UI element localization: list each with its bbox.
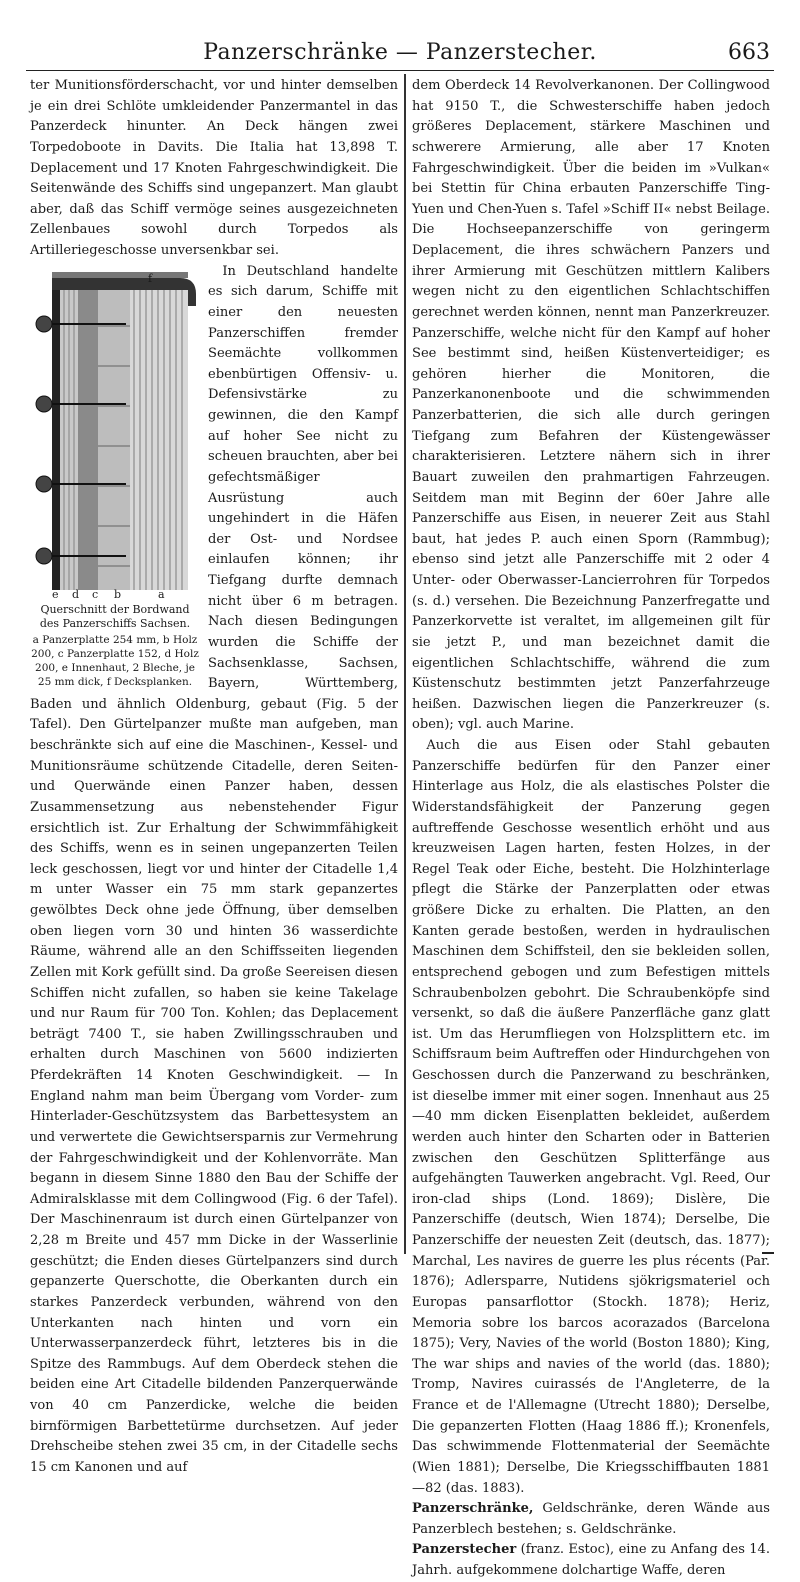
figure-label: b xyxy=(114,587,122,601)
paragraph: dem Oberdeck 14 Revolverkanonen. Der Collingwood hat 9150 T., die Schwesterschiffe haben jedoch größeres Deplacement, stärkere Maschinen und schwerere Armierung, alle aber 17 Knoten Fahrgeschwindigkeit. Über die beiden im »Vulkan« bei Stettin für China erbauten Panzerschiffe Ting-Yuen und Chen-Yuen s. Tafel »Schiff II« nebst Beilage. Die Hochseepanzerschiffe von geringerm Deplacement, die ihres schwächern Panzers und ihrer Armierung mit Geschützen mittlern Kalibers wegen nicht zu den eigentlichen Schlachtschiffen gerechnet werden können, nennt man Panzerkreuzer. Panzerschiffe, welche nicht für den Kampf auf hoher See bestimmt sind, heißen Küstenverteidiger; es gehören hierher die Monitoren, die Panzerkanonenboote und die schwimmenden Panzerbatterien, die sich alle durch geringen Tiefgang zum Befahren der Küstengewässer charakterisieren. Letztere nähern sich in ihrer Bauart zuweilen den prahmartigen Fahrzeugen. Seitdem man mit Beginn der 60er Jahre alle Panzerschiffe aus Eisen, in neuerer Zeit aus Stahl baut, hat jedes P. auch einen Sporn (Rammbug); ebenso sind jetzt alle Panzerschiffe mit 2 oder 4 Unter- oder Oberwasser-Lancierrohren für Torpedos (s. d.) versehen. Die Bezeichnung Panzerfregatte und Panzerkorvette ist veraltet, im allgemeinen gilt für sie jetzt P., und man bezeichnet damit die eigentlichen Schlachtschiffe, während die zum Küstenschutz bestimmten jetzt Panzerfahrzeuge heißen. Dazwischen liegen die Panzerkreuzer (s. oben); vgl. auch Marine. xyxy=(412,78,770,733)
figure-legend: a Panzerplatte 254 mm, b Holz 200, c Panzerplatte 152, d Holz 200, e Innenhaut, 2 Bleche, je 25 mm dick, f Decksplanken. xyxy=(31,633,199,688)
page-end-mark xyxy=(762,1252,774,1254)
figure-label: f xyxy=(148,271,153,285)
hull-section-illustration xyxy=(30,266,200,601)
column-divider xyxy=(404,74,406,1254)
dictionary-entry xyxy=(412,1499,770,1540)
entry-headword: Panzerstecher xyxy=(412,1542,517,1558)
figure-label: a xyxy=(158,587,165,601)
right-column xyxy=(412,76,770,1582)
page-number: 663 xyxy=(728,40,770,65)
figure-label: e xyxy=(52,587,59,601)
paragraph: ter Munitionsförderschacht, vor und hinter demselben je ein drei Schlöte umkleidender Panzermantel in das Panzerdeck hinunter. An Deck hängen zwei Torpedoboote in Davits. Die Italia hat 13,898 T. Deplacement und 17 Knoten Fahrgeschwindigkeit. Die Seitenwände des Schiffs sind ungepanzert. Man glaubt aber, daß das Schiff vermöge seines ausgezeichneten Zellenbaues sowohl durch Torpedos als Artilleriegeschosse unversenkbar sei. xyxy=(30,78,398,258)
paragraph: Auch die aus Eisen oder Stahl gebauten Panzerschiffe bedürfen für den Panzer einer Hinterlage aus Holz, die als elastisches Polster die Widerstandsfähigkeit der Panzerung gegen auftreffende Geschosse wesentlich erhöht und aus kreuzweisen Lagen harten, festen Holzes, in der Regel Teak oder Eiche, besteht. Die Holzhinterlage pflegt die Stärke der Panzerplatten oder etwas größere Dicke zu erhalten. Die Platten, an den Kanten gerade bestoßen, werden in hydraulischen Maschinen dem Schiffsteil, den sie bekleiden sollen, entsprechend gebogen und zum Befestigen mittels Schraubenbolzen gebohrt. Die Schraubenköpfe sind versenkt, so daß die äußere Panzerfläche ganz glatt ist. Um das Herumfliegen von Holzsplittern etc. im Schiffsraum beim Auftreffen oder Hindurchgehen von Geschossen durch die Panzerwand zu beschränken, ist dieselbe immer mit einer sogen. Innenhaut aus 25—40 mm dicken Eisenplatten bekleidet, außerdem werden auch hinter den Scharten oder in Batterien zwischen den Geschützen Splitterfänge aus aufgehängten Tauwerken angebracht. Vgl. Reed, Our iron-clad ships (Lond. 1869); Dislère, Die Panzerschiffe (deutsch, Wien 1874); Derselbe, Die Panzerschiffe der neuesten Zeit (deutsch, das. 1877); Marchal, Les navires de guerre les plus récents (Par. 1876); Adlersparre, Nutidens sjökrigsmateriel och Europas pansarflottor (Stockh. 1878); Heriz, Memoria sobre los barcos acorazados (Barcelona 1875); Very, Navies of the world (Boston 1880); King, The war ships and navies of the world (das. 1880); Tromp, Navires cuirassés de l'Angleterre, de la France et de l'Allemagne (Utrecht 1880); Derselbe, Die gepanzerten Flotten (Haag 1886 ff.); Kronenfels, Das schwimmende Flottenmaterial der Seemächte (Wien 1881); Derselbe, Die Kriegsschiffbauten 1881—82 (das. 1883). xyxy=(412,738,770,1496)
figure-hull-cross-section xyxy=(30,266,200,689)
figure-label: d xyxy=(72,587,80,601)
page-header xyxy=(26,36,774,71)
running-title: Panzerschränke — Panzerstecher. xyxy=(203,40,597,65)
figure-label: c xyxy=(92,587,99,601)
figure-caption: Querschnitt der Bordwand des Panzerschiffs Sachsen. xyxy=(39,602,191,630)
entry-text: Geldschränke, deren Wände aus Panzerblech bestehen; s. Geldschränke. xyxy=(412,1501,770,1537)
paragraph: In Deutschland handelte es sich darum, Schiffe mit einer den neuesten Panzerschiffen fremder Seemächte vollkommen ebenbürtigen Offensiv- u. Defensivstärke zu gewinnen, die den Kampf auf hoher See nicht zu scheuen brauchten, aber bei gefechtsmäßiger Ausrüstung auch ungehindert in die Häfen der Ost- und Nordsee einlaufen können; ihr Tiefgang durfte demnach nicht über 6 m betragen. Nach diesen Bedingungen wurden die Schiffe der Sachsenklasse, Sachsen, Bayern, Württemberg, Baden und ähnlich Oldenburg, gebaut (Fig. 5 der Tafel). Den Gürtelpanzer mußte man aufgeben, man beschränkte sich auf eine die Maschinen-, Kessel- und Munitionsräume schützende Citadelle, deren Seiten- und Querwände einen Panzer haben, dessen Zusammensetzung aus nebenstehender Figur ersichtlich ist. Zur Erhaltung der Schwimmfähigkeit des Schiffs, wenn es in seinen ungepanzerten Teilen leck geschossen, liegt vor und hinter der Citadelle 1,4 m unter Wasser ein 75 mm stark gepanzertes gewölbtes Deck ohne jede Öffnung, über demselben oben liegen vorn 30 und hinten 36 wasserdichte Räume, während alle an den Schiffsseiten liegenden Zellen mit Kork gefüllt sind. Da große Seereisen diesen Schiffen nicht zufallen, so haben sie keine Takelage und nur Raum für 700 Ton. Kohlen; das Deplacement beträgt 7400 T., sie haben Zwillingsschrauben und erhalten durch Maschinen von 5600 indizierten Pferdekräften 14 Knoten Geschwindigkeit. — In England nahm man beim Übergang vom Vorder- zum Hinterlader-Geschützsystem das Barbettesystem an und verwertete die Gewichtsersparnis zur Vermehrung der Fahrgeschwindigkeit und der Kohlenvorräte. Man begann in diesem Sinne 1880 den Bau der Schiffe der Admiralsklasse mit dem Collingwood (Fig. 6 der Tafel). Der Maschinenraum ist durch einen Gürtelpanzer von 2,28 m Breite und 457 mm Dicke in der Wasserlinie geschützt; die Enden dieses Gürtelpanzers sind durch gepanzerte Querschotte, die Oberkanten durch ein starkes Panzerdeck verbunden, während von den Unterkanten nach hinten und vorn ein Unterwasserpanzerdeck führt, letzteres bis in die Spitze des Rammbugs. Auf dem Oberdeck stehen die beiden eine Art Citadelle bildenden Panzerquerwände von 40 cm Panzerdicke, welche die beiden birnförmigen Barbettetürme durchsetzen. Auf jeder Drehscheibe stehen zwei 35 cm, in der Citadelle sechs 15 cm Kanonen und auf xyxy=(30,263,398,1475)
entry-headword: Panzerschränke, xyxy=(412,1501,534,1517)
dictionary-entry xyxy=(412,1540,770,1581)
left-column xyxy=(30,76,398,1479)
entry-text: (franz. Estoc), eine zu Anfang des 14. Jahrh. aufgekommene dolchartige Waffe, deren xyxy=(412,1542,770,1578)
